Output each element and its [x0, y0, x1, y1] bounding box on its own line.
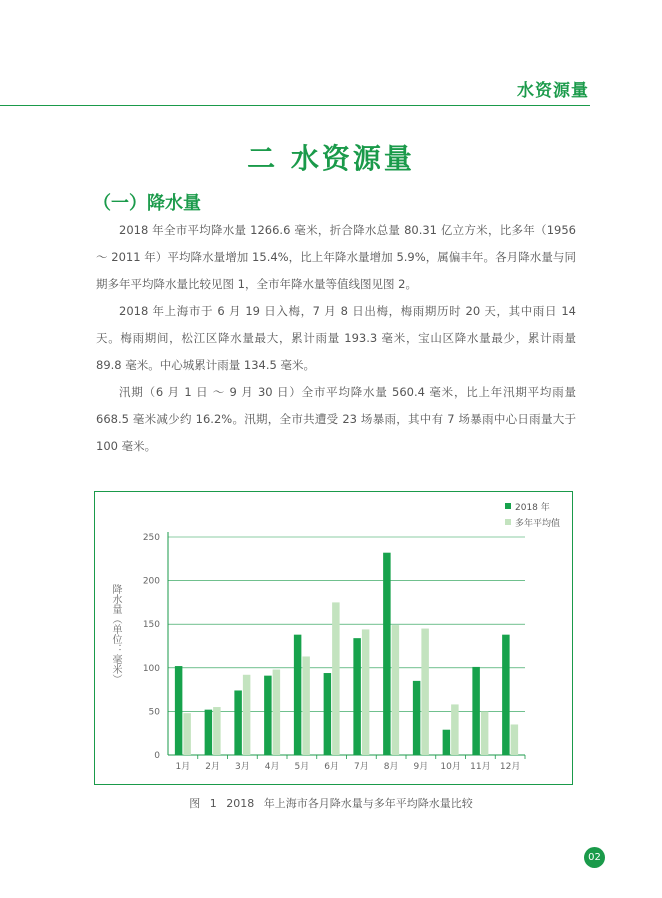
- x-tick-label: 8月: [383, 762, 399, 772]
- legend-label-average: 多年平均值: [515, 518, 561, 529]
- bar-average: [243, 675, 251, 755]
- precipitation-chart: [94, 491, 573, 785]
- bar-average: [213, 707, 221, 755]
- x-tick-label: 2月: [205, 762, 220, 772]
- x-tick-label: 10月: [440, 762, 461, 772]
- legend-swatch-average: [505, 519, 511, 525]
- bar-2018: [383, 553, 391, 755]
- paragraph-plum-rain-season: 2018 年上海市于 6 月 19 日入梅，7 月 8 日出梅，梅雨期历时 20 天，其中雨日 14 天。梅雨期间，松江区降水量最大，累计雨量 193.3 毫米，宝山区降水量最少，累计雨量 89.8 毫米。中心城累计雨量 134.5 毫米。: [96, 304, 576, 372]
- x-tick-label: 3月: [235, 762, 250, 772]
- bar-average: [273, 670, 281, 755]
- body-text: [96, 217, 576, 460]
- header-divider: [0, 105, 590, 106]
- bar-2018: [413, 681, 421, 755]
- x-tick-label: 12月: [499, 762, 521, 772]
- x-tick-label: 1月: [175, 762, 191, 772]
- bar-average: [332, 602, 340, 755]
- bar-2018: [324, 673, 332, 755]
- paragraph-annual-precipitation: 2018 年全市平均降水量 1266.6 毫米，折合降水总量 80.31 亿立方米，比多年（1956 ～ 2011 年）平均降水量增加 15.4%，比上年降水量增加 5.9%，属偏丰年。各月降水量与同期多年平均降水量比较见图 1，全市年降水量等值线图见图 2。: [96, 223, 576, 291]
- bar-2018: [353, 638, 361, 755]
- y-tick-label: 100: [142, 663, 160, 674]
- running-header-title: 水资源量: [517, 81, 589, 101]
- paragraph-flood-season: 汛期（6 月 1 日 ～ 9 月 30 日）全市平均降水量 560.4 毫米，比上年汛期平均雨量 668.5 毫米减少约 16.2%。汛期，全市共遭受 23 场暴雨，其中有 7 场暴雨中心日雨量大于 100 毫米。: [96, 385, 576, 453]
- bar-2018: [234, 690, 242, 755]
- chart-y-axis-label: 降水量（单位：毫米）: [110, 584, 121, 684]
- bar-2018: [294, 635, 302, 755]
- y-tick-label: 250: [142, 533, 160, 543]
- bar-2018: [443, 730, 451, 755]
- y-tick-label: 200: [142, 576, 160, 587]
- bar-average: [392, 625, 400, 755]
- bar-2018: [175, 666, 183, 755]
- bar-average: [302, 656, 310, 755]
- y-tick-label: 0: [154, 751, 160, 761]
- bar-2018: [264, 676, 272, 755]
- page-number-badge: 02: [584, 847, 605, 868]
- x-tick-label: 6月: [324, 762, 339, 772]
- figure-caption: 图 1 2018 年上海市各月降水量与多年平均降水量比较: [189, 797, 473, 810]
- bar-2018: [472, 667, 480, 755]
- bar-average: [511, 724, 519, 755]
- legend-swatch-2018: [505, 503, 511, 509]
- section-title: （一）降水量: [93, 193, 201, 214]
- x-tick-label: 4月: [264, 762, 280, 772]
- legend-label-2018: 2018 年: [515, 502, 550, 513]
- bar-2018: [502, 635, 510, 755]
- x-tick-label: 11月: [470, 762, 491, 772]
- bar-average: [421, 629, 429, 755]
- chart-legend: [505, 498, 560, 530]
- x-tick-label: 5月: [294, 762, 310, 772]
- bar-average: [183, 713, 191, 755]
- bar-average: [451, 704, 459, 755]
- bar-average: [481, 711, 489, 755]
- chapter-title: 二 水资源量: [247, 142, 415, 175]
- y-tick-label: 150: [142, 620, 160, 631]
- chart-canvas: [95, 492, 572, 784]
- bar-2018: [205, 710, 213, 755]
- x-tick-label: 7月: [354, 762, 369, 772]
- y-tick-label: 50: [148, 707, 160, 718]
- legend-item-average: [505, 514, 560, 530]
- legend-item-2018: [505, 498, 560, 514]
- x-tick-label: 9月: [413, 762, 429, 772]
- bar-average: [362, 629, 370, 755]
